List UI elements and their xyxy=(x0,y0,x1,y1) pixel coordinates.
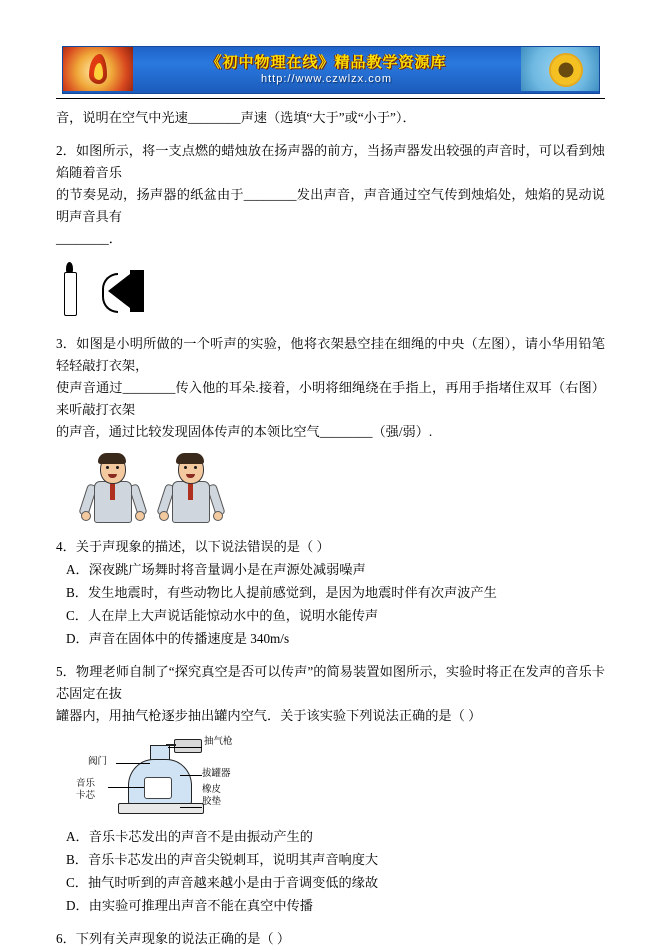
question-6-stem: 6．下列有关声现象的说法正确的是（ ） xyxy=(56,931,291,946)
speaker-cone-icon xyxy=(108,274,130,308)
question-4-option-c[interactable]: C．人在岸上大声说话能惊动水中的鱼，说明水能传声 xyxy=(66,608,379,623)
question-3-line-1: 3．如图是小明所做的一个听声的实验，他将衣架悬空挂在细绳的中央（左图），请小华用铅笔轻轻敲打衣架， xyxy=(56,336,605,373)
music-card-core-icon xyxy=(144,777,172,799)
question-2-figure xyxy=(56,258,605,322)
candle-icon xyxy=(64,272,77,316)
flame-logo-icon xyxy=(63,47,133,91)
left-eye-icon xyxy=(184,466,187,469)
left-hand-icon xyxy=(159,511,169,521)
boy-covering-ears-icon xyxy=(156,453,226,525)
question-2-line-3: ________． xyxy=(56,231,122,246)
figure-label-cupping-device: 拔罐器 xyxy=(202,769,231,779)
question-5 xyxy=(56,661,605,917)
question-5-figure xyxy=(56,735,605,821)
lead-line-pump xyxy=(168,747,202,748)
question-4-option-a[interactable]: A．深夜跳广场舞时将音量调小是在声源处减弱噪声 xyxy=(66,562,366,577)
continuation-line: 音，说明在空气中光速________声速（选填“大于”或“小于”）． xyxy=(56,110,416,125)
question-5-option-a[interactable]: A．音乐卡芯发出的声音不是由振动产生的 xyxy=(66,829,313,844)
banner-url[interactable]: http://www.czwlzx.com xyxy=(260,73,393,85)
question-3-line-3: 的声音，通过比较发现固体传声的本领比空气________（强/弱）. xyxy=(56,424,433,439)
banner-title: 《初中物理在线》精品教学资源库 xyxy=(206,55,447,71)
rubber-pad-icon xyxy=(118,803,204,814)
figure-label-rubber: 橡皮 xyxy=(202,785,222,795)
question-6 xyxy=(56,928,605,950)
figure-label-card-core: 卡芯 xyxy=(76,791,96,801)
question-3-line-2: 使声音通过________传入他的耳朵.接着，小明将细绳绕在手指上，再用手指堵住双耳（右图）来听敲打衣架 xyxy=(56,380,605,417)
right-eye-icon xyxy=(194,466,197,469)
question-4-stem: 4．关于声现象的描述，以下说法错误的是（ ） xyxy=(56,539,330,554)
tie-icon xyxy=(110,482,115,500)
boy-holding-hanger-icon xyxy=(78,453,148,525)
site-banner xyxy=(62,46,600,94)
question-4-option-d[interactable]: D．声音在固体中的传播速度是 340m/s xyxy=(66,631,290,646)
right-eye-icon xyxy=(116,466,119,469)
flame-shape-icon xyxy=(89,54,107,84)
tie-icon xyxy=(188,482,193,500)
right-hand-icon xyxy=(213,511,223,521)
hair-icon xyxy=(98,453,126,464)
question-2-line-2: 的节奏晃动，扬声器的纸盆由于________发出声音，声音通过空气传到烛焰处，烛焰的晃动说明声音具有 xyxy=(56,187,605,224)
figure-label-valve: 阀门 xyxy=(88,757,108,767)
lead-line-pad xyxy=(180,807,202,808)
figure-label-air-pump: 抽气枪 xyxy=(204,737,233,747)
hair-icon xyxy=(176,453,204,464)
question-3-figure xyxy=(78,453,605,525)
question-5-option-c[interactable]: C．抽气时听到的声音越来越小是由于音调变低的缘故 xyxy=(66,875,379,890)
figure-label-music: 音乐 xyxy=(76,779,96,789)
sunflower-icon xyxy=(521,47,599,91)
air-pump-icon xyxy=(174,739,202,753)
lead-line-core xyxy=(108,787,144,788)
question-2 xyxy=(56,140,605,322)
question-5-line-1: 5．物理老师自制了“探究真空是否可以传声”的简易装置如图所示，实验时将正在发声的音乐卡芯固定在抜 xyxy=(56,664,605,701)
question-2-line-1: 2．如图所示，将一支点燃的蜡烛放在扬声器的前方，当扬声器发出较强的声音时，可以看到烛焰随着音乐 xyxy=(56,143,605,180)
speaker-body-icon xyxy=(130,270,144,312)
figure-label-pad: 胶垫 xyxy=(202,797,222,807)
question-3 xyxy=(56,333,605,525)
sunflower-head-icon xyxy=(551,55,581,85)
header-divider xyxy=(56,98,605,99)
question-5-option-d[interactable]: D．由实验可推理出声音不能在真空中传播 xyxy=(66,898,313,913)
right-hand-icon xyxy=(135,511,145,521)
question-4 xyxy=(56,536,605,650)
question-5-line-2: 罐器内，用抽气枪逐步抽出罐内空气．关于该实验下列说法正确的是（ ） xyxy=(56,708,482,723)
left-eye-icon xyxy=(106,466,109,469)
lead-line-jar xyxy=(180,775,202,776)
left-hand-icon xyxy=(81,511,91,521)
lead-line-valve xyxy=(116,763,150,764)
question-4-option-b[interactable]: B．发生地震时，有些动物比人提前感觉到，是因为地震时伴有次声波产生 xyxy=(66,585,497,600)
question-5-option-b[interactable]: B．音乐卡芯发出的声音尖锐刺耳，说明其声音响度大 xyxy=(66,852,379,867)
